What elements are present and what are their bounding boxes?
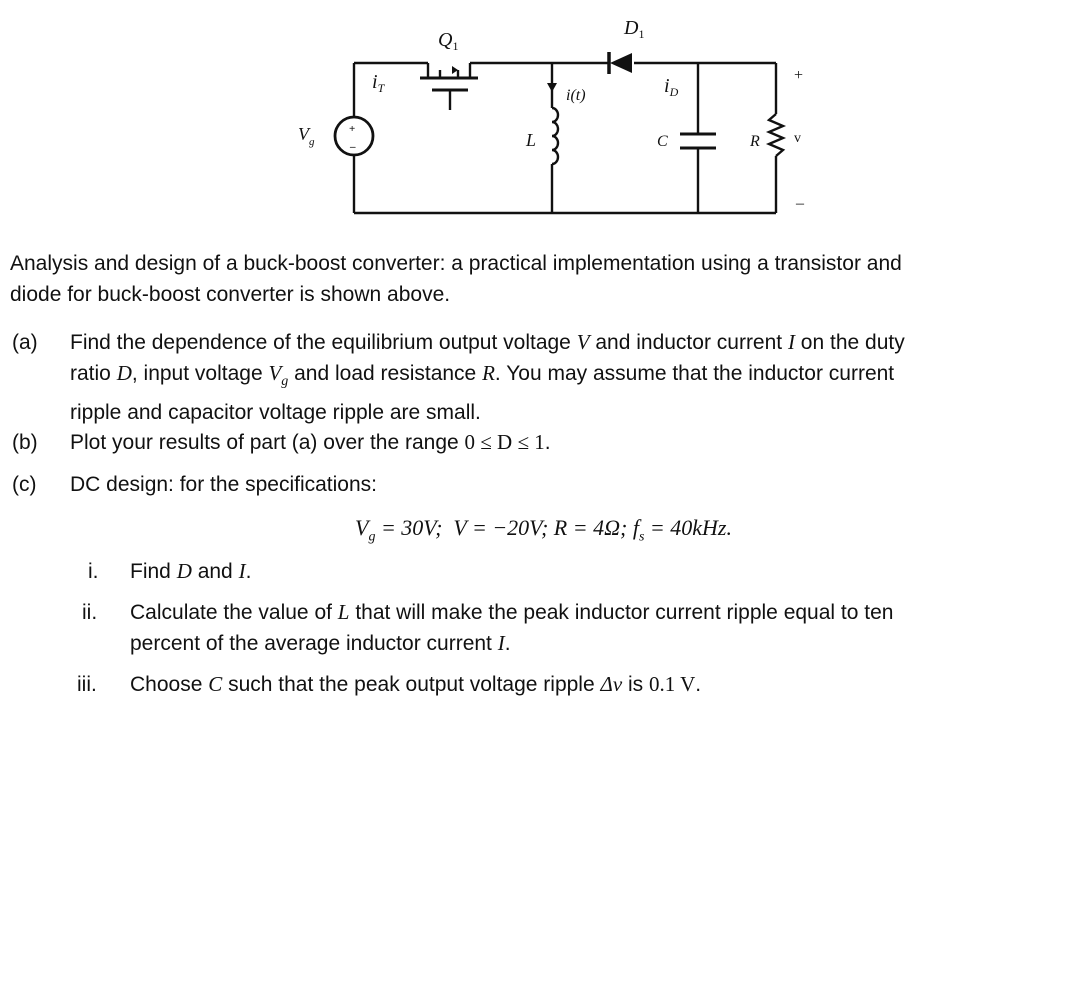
- subpart-iii-text: Choose C such that the peak output voltage ripple Δv is 0.1 V.: [130, 672, 702, 696]
- subpart-ii-text: Calculate the value of L that will make the peak inductor current ripple equal to ten percent of the average inductor current I.: [130, 600, 894, 655]
- label-plus: +: [794, 67, 804, 84]
- part-a-label: (a): [12, 331, 38, 354]
- diode-triangle: [610, 53, 632, 73]
- inductor-coil: [552, 108, 558, 164]
- current-arrow: [547, 83, 557, 92]
- part-b-text: Plot your results of part (a) over the range 0 ≤ D ≤ 1.: [70, 430, 551, 454]
- specifications-equation: $V_g = 30V$; V = −20V; R = 4Ω; $f_s = 40kHz$.: [355, 515, 732, 545]
- label-q1: $Q_1$: [438, 29, 459, 53]
- label-id: $i_D$: [664, 75, 679, 99]
- label-i-of-t: i(t): [566, 87, 586, 104]
- label-r: R: [750, 133, 760, 150]
- part-c-text: DC design: for the specifications:: [70, 473, 377, 496]
- label-source-plus: +: [349, 123, 356, 135]
- label-source-minus: –: [350, 141, 356, 153]
- intro-line-1: Analysis and design of a buck-boost converter: a practical implementation using a transistor and: [10, 252, 902, 275]
- subpart-iii-label: iii.: [77, 673, 97, 696]
- subpart-ii-label: ii.: [82, 601, 98, 624]
- label-it: $i_T$: [372, 71, 385, 95]
- label-minus: –: [796, 195, 804, 212]
- part-b-label: (b): [12, 431, 38, 454]
- buck-boost-circuit-diagram: [280, 8, 840, 223]
- intro-line-2: diode for buck-boost converter is shown above.: [10, 283, 451, 306]
- label-c: C: [657, 133, 668, 150]
- label-d1: $D_1$: [624, 17, 645, 41]
- resistor-zigzag: [769, 114, 783, 156]
- intro-paragraph: [10, 248, 1076, 310]
- label-vg: $V_g$: [298, 124, 315, 148]
- part-a-text: Find the dependence of the equilibrium output voltage V and inductor current I on the duty ratio D, input voltage $V_g$ and load resistance R. You may assume that the inductor current ripple and capacitor voltage ripple are small.: [70, 330, 905, 425]
- label-v: v: [794, 131, 801, 146]
- subpart-i-label: i.: [88, 560, 99, 583]
- label-l: L: [526, 130, 537, 150]
- part-c-label: (c): [12, 473, 37, 496]
- subpart-i-text: Find D and I.: [130, 559, 252, 583]
